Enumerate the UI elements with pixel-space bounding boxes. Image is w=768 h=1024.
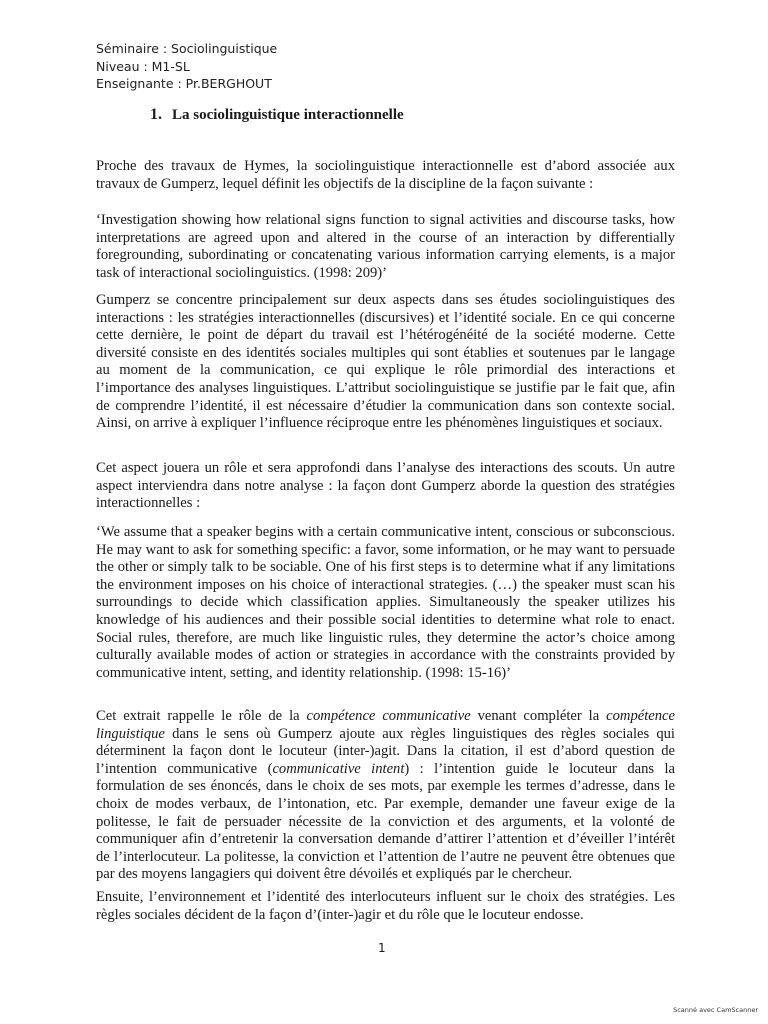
quote-gumperz-1998-209: ‘Investigation showing how relational signs function to signal activities and discourse tasks, how interpretations are agreed upon and altered in the course of an interaction by differentially foregrounding, subordinating or concatenating various information carrying elements, is a major task of interactional sociolinguistics. (1998: 209)’ bbox=[96, 212, 675, 281]
section-title: La sociolinguistique interactionnelle bbox=[172, 107, 404, 123]
paragraph-scouts-analysis: Cet aspect jouera un rôle et sera approfondi dans l’analyse des interactions des scouts. Un autre aspect interviendra dans notre analyse : la façon dont Gumperz aborde la question des stratégies interactionnelles : bbox=[96, 460, 675, 512]
page-number: 1 bbox=[378, 941, 386, 955]
paragraph-gumperz-aspects: Gumperz se concentre principalement sur deux aspects dans ses études sociolinguistiques des interactions : les stratégies interactionnelles (discursives) et l’identité sociale. En ce qui concerne cette dernière, le point de départ du travail est l’hétérogénéité de la société moderne. Cette diversité consiste en des identités sociales multiples qui sont établies et soutenues par le langage au moment de la communication, ce qui explique le rôle primordial des interactions et l’importance des analyses linguistiques. L’attribut sociolinguistique se justifie par le fait que, afin de comprendre l’identité, il est nécessaire d’étudier la communication dans son contexte social. Ainsi, on arrive à expliquer l’influence réciproque entre les phénomènes linguistiques et sociaux. bbox=[96, 292, 675, 432]
paragraph-intro: Proche des travaux de Hymes, la sociolinguistique interactionnelle est d’abord associée aux travaux de Gumperz, lequel définit les objectifs de la discipline de la façon suivante : bbox=[96, 158, 675, 192]
paragraph-environment-identity: Ensuite, l’environnement et l’identité des interlocuteurs influent sur le choix des stratégies. Les règles sociales décident de la façon d’(inter-)agir et du rôle que le locuteur endosse. bbox=[96, 889, 675, 923]
text-run: Cet extrait rappelle le rôle de la bbox=[96, 708, 307, 724]
header-teacher: Enseignante : Pr.BERGHOUT bbox=[96, 76, 272, 91]
text-run: dans le sens où Gumperz ajoute aux règles linguistiques des règles sociales qui déterminent la façon dont le locuteur (inter-)agit. Dans la citation, il est d’abord question de l’intention communicative ( bbox=[96, 725, 675, 777]
text-run: venant compléter la bbox=[470, 708, 607, 724]
paragraph-communicative-competence bbox=[96, 708, 675, 884]
section-heading bbox=[150, 106, 404, 124]
scanner-watermark: Scanné avec CamScanner bbox=[673, 1006, 758, 1014]
italic-term: compétence communicative bbox=[306, 708, 471, 724]
italic-term: communicative intent bbox=[272, 760, 405, 777]
quote-gumperz-1998-15-16: ‘We assume that a speaker begins with a certain communicative intent, conscious or subconscious. He may want to ask for something specific: a favor, some information, or he may want to persuade the other or simply talk to be sociable. One of his first steps is to determine what if any limitations the environment imposes on his choice of interactional strategies. (…) the speaker must scan his surroundings to decide which classification applies. Simultaneously the speaker utilizes his knowledge of his audiences and their possible social identities to determine what role to enact. Social rules, therefore, are much like linguistic rules, they determine the actor’s choice among culturally available modes of action or strategies in accordance with the constraints provided by communicative intent, setting, and identity relationship. (1998: 15-16)’ bbox=[96, 524, 675, 681]
italic-term: compétence linguistique bbox=[96, 708, 676, 742]
text-run: ) : l’intention guide le locuteur dans la formulation de ses énoncés, dans le choix de ses mots, par exemple les termes d’adresse, dans le choix de modes verbaux, de l’intonation, etc. Par exemple, demander une faveur exige de la politesse, le fait de persuader nécessite de la conviction et des arguments, et la volonté de communiquer afin d’entretenir la conversation demande d’attirer l’attention et d’éveiller l’intérêt de l’interlocuteur. La politesse, la conviction et l’attention de l’autre ne peuvent être obtenues que par des moyens langagiers qui doivent être dévoilés et expliqués par le chercheur. bbox=[96, 760, 675, 883]
header-seminar: Séminaire : Sociolinguistique bbox=[96, 41, 278, 56]
section-number: 1. bbox=[150, 106, 162, 123]
header-level: Niveau : M1-SL bbox=[96, 58, 190, 74]
course-header bbox=[96, 40, 277, 93]
